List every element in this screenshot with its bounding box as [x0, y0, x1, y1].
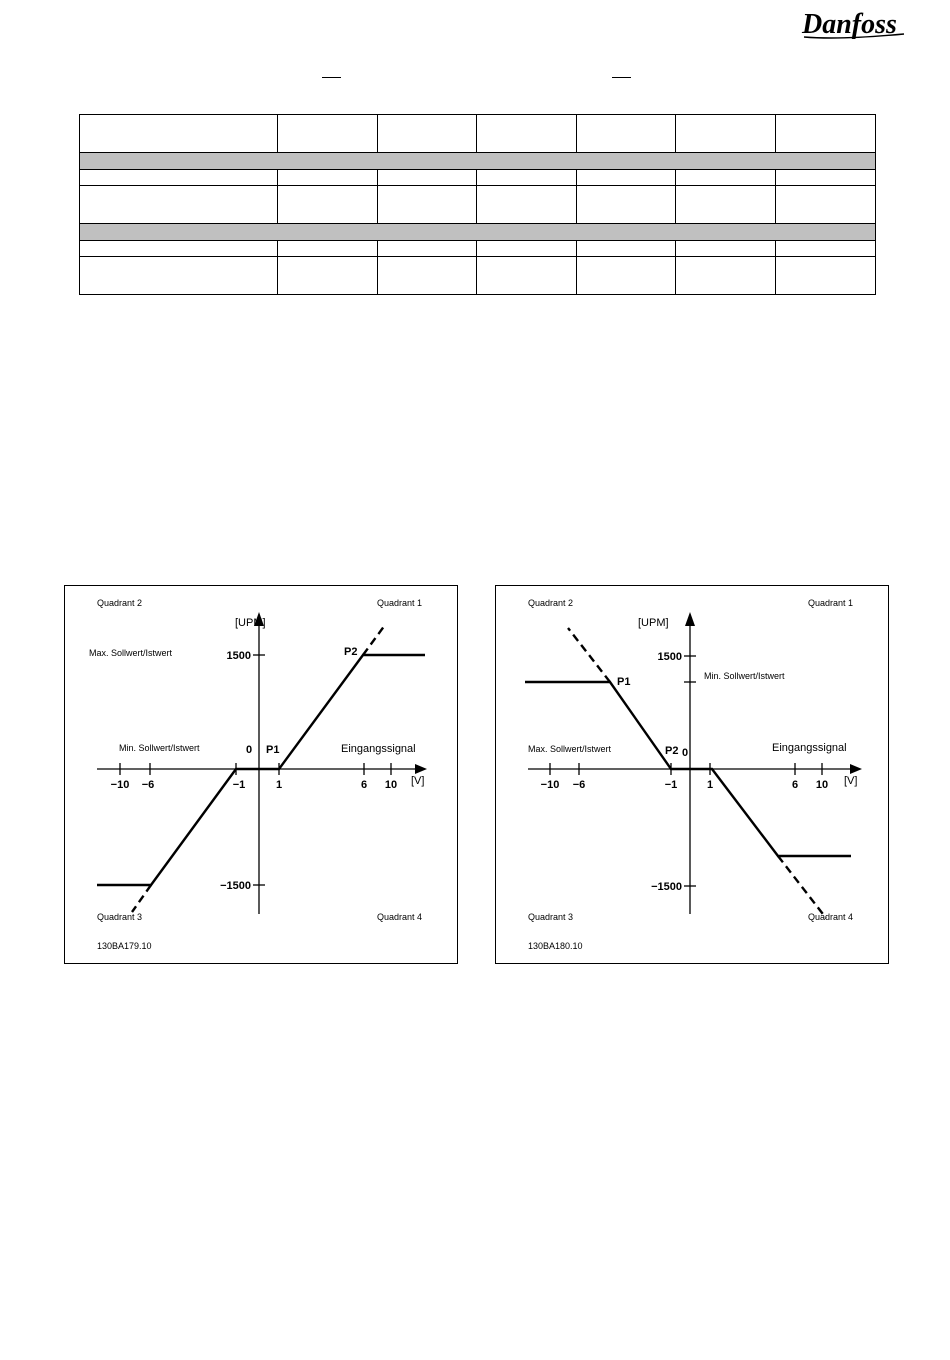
table-row: [80, 170, 876, 186]
table-cell: [676, 115, 776, 153]
curve-extension-dashed: [363, 625, 385, 655]
y-axis-arrow: [685, 612, 695, 626]
table-cell: [378, 257, 477, 295]
x-tick-label: 6: [360, 779, 368, 791]
table-cell: [378, 115, 477, 153]
table-cell: [278, 241, 378, 257]
max-setpoint-label: Max. Sollwert/Istwert: [89, 648, 173, 658]
table-cell: [577, 115, 676, 153]
table-row: [80, 257, 876, 295]
x-axis-arrow: [850, 764, 862, 774]
table-cell: [80, 170, 278, 186]
x-tick-label: 1: [706, 779, 714, 791]
table-cell: [278, 115, 378, 153]
table-cell: [80, 257, 278, 295]
table-cell: [577, 257, 676, 295]
table-cell: [80, 115, 278, 153]
characteristic-curve: [97, 655, 425, 885]
table-cell: [378, 186, 477, 224]
x-tick-label: 1: [275, 779, 283, 791]
y-tick-minus-1500: −1500: [651, 881, 682, 893]
table-cell: [477, 170, 577, 186]
table-row: [80, 186, 876, 224]
table-cell: [80, 186, 278, 224]
quadrant-3-label: Quadrant 3: [97, 912, 143, 922]
curve-extension-dashed: [132, 885, 151, 912]
min-setpoint-label: Min. Sollwert/Istwert: [704, 671, 785, 681]
overline-mark-left: [322, 77, 341, 78]
table-cell: [676, 186, 776, 224]
figure-code: 130BA180.10: [528, 941, 583, 951]
min-setpoint-label: Min. Sollwert/Istwert: [119, 743, 200, 753]
diagram-left: [64, 585, 458, 964]
quadrant-3-label: Quadrant 3: [528, 912, 574, 922]
table-cell: [776, 257, 876, 295]
x-unit-label: [V]: [844, 775, 858, 787]
quadrant-1-label: Quadrant 1: [377, 598, 423, 608]
table-cell: [776, 115, 876, 153]
x-tick-label: −1: [232, 779, 246, 791]
table-section-band: [80, 224, 876, 241]
table-cell: [776, 241, 876, 257]
x-tick-label: −10: [540, 779, 560, 791]
quadrant-4-label: Quadrant 4: [808, 912, 854, 922]
table-section-band: [80, 153, 876, 170]
table-cell: [776, 186, 876, 224]
overline-mark-right: [612, 77, 631, 78]
input-signal-label: Eingangssignal: [341, 743, 416, 755]
table-cell: [278, 170, 378, 186]
table-header-row: [80, 115, 876, 153]
table-cell: [80, 224, 876, 241]
quadrant-2-label: Quadrant 2: [97, 598, 143, 608]
y-tick-1500: 1500: [226, 650, 251, 662]
table-cell: [577, 241, 676, 257]
quadrant-4-label: Quadrant 4: [377, 912, 423, 922]
figure-code: 130BA179.10: [97, 941, 152, 951]
table-cell: [80, 153, 876, 170]
x-tick-label: 10: [815, 779, 829, 791]
x-tick-label: 10: [384, 779, 398, 791]
origin-label: 0: [246, 744, 253, 756]
table-cell: [477, 241, 577, 257]
table-row: [80, 241, 876, 257]
table-cell: [577, 170, 676, 186]
x-unit-label: [V]: [411, 775, 425, 787]
table-cell: [477, 186, 577, 224]
x-tick-label: −1: [664, 779, 678, 791]
y-unit-label: [UPM]: [638, 617, 669, 629]
x-tick-label: −6: [141, 779, 155, 791]
curve-extension-dashed: [778, 856, 826, 918]
quadrant-2-label: Quadrant 2: [528, 598, 574, 608]
origin-label: 0: [682, 747, 689, 759]
table-cell: [80, 241, 278, 257]
table-cell: [577, 186, 676, 224]
table-cell: [278, 257, 378, 295]
table-cell: [477, 115, 577, 153]
p1-label: P1: [266, 744, 280, 756]
p2-label: P2: [344, 646, 358, 658]
y-tick-minus-1500: −1500: [220, 880, 251, 892]
parameter-table: [79, 114, 876, 295]
input-signal-label: Eingangssignal: [772, 742, 847, 754]
y-unit-label: [UPM]: [235, 617, 266, 629]
svg-text:Danfoss: Danfoss: [802, 9, 897, 40]
p1-label: P1: [617, 676, 631, 688]
table-cell: [278, 186, 378, 224]
p2-label: P2: [665, 745, 679, 757]
max-setpoint-label: Max. Sollwert/Istwert: [528, 744, 612, 754]
table-cell: [378, 241, 477, 257]
table-cell: [676, 170, 776, 186]
table-cell: [676, 241, 776, 257]
table-cell: [378, 170, 477, 186]
table-cell: [676, 257, 776, 295]
curve-extension-dashed: [568, 628, 610, 682]
danfoss-logo: [800, 4, 908, 44]
quadrant-1-label: Quadrant 1: [808, 598, 854, 608]
x-tick-label: −6: [572, 779, 586, 791]
y-tick-1500: 1500: [657, 651, 682, 663]
x-tick-label: −10: [110, 779, 130, 791]
table-cell: [776, 170, 876, 186]
x-axis-arrow: [415, 764, 427, 774]
table-cell: [477, 257, 577, 295]
x-tick-label: 6: [791, 779, 799, 791]
diagram-right: [495, 585, 889, 964]
